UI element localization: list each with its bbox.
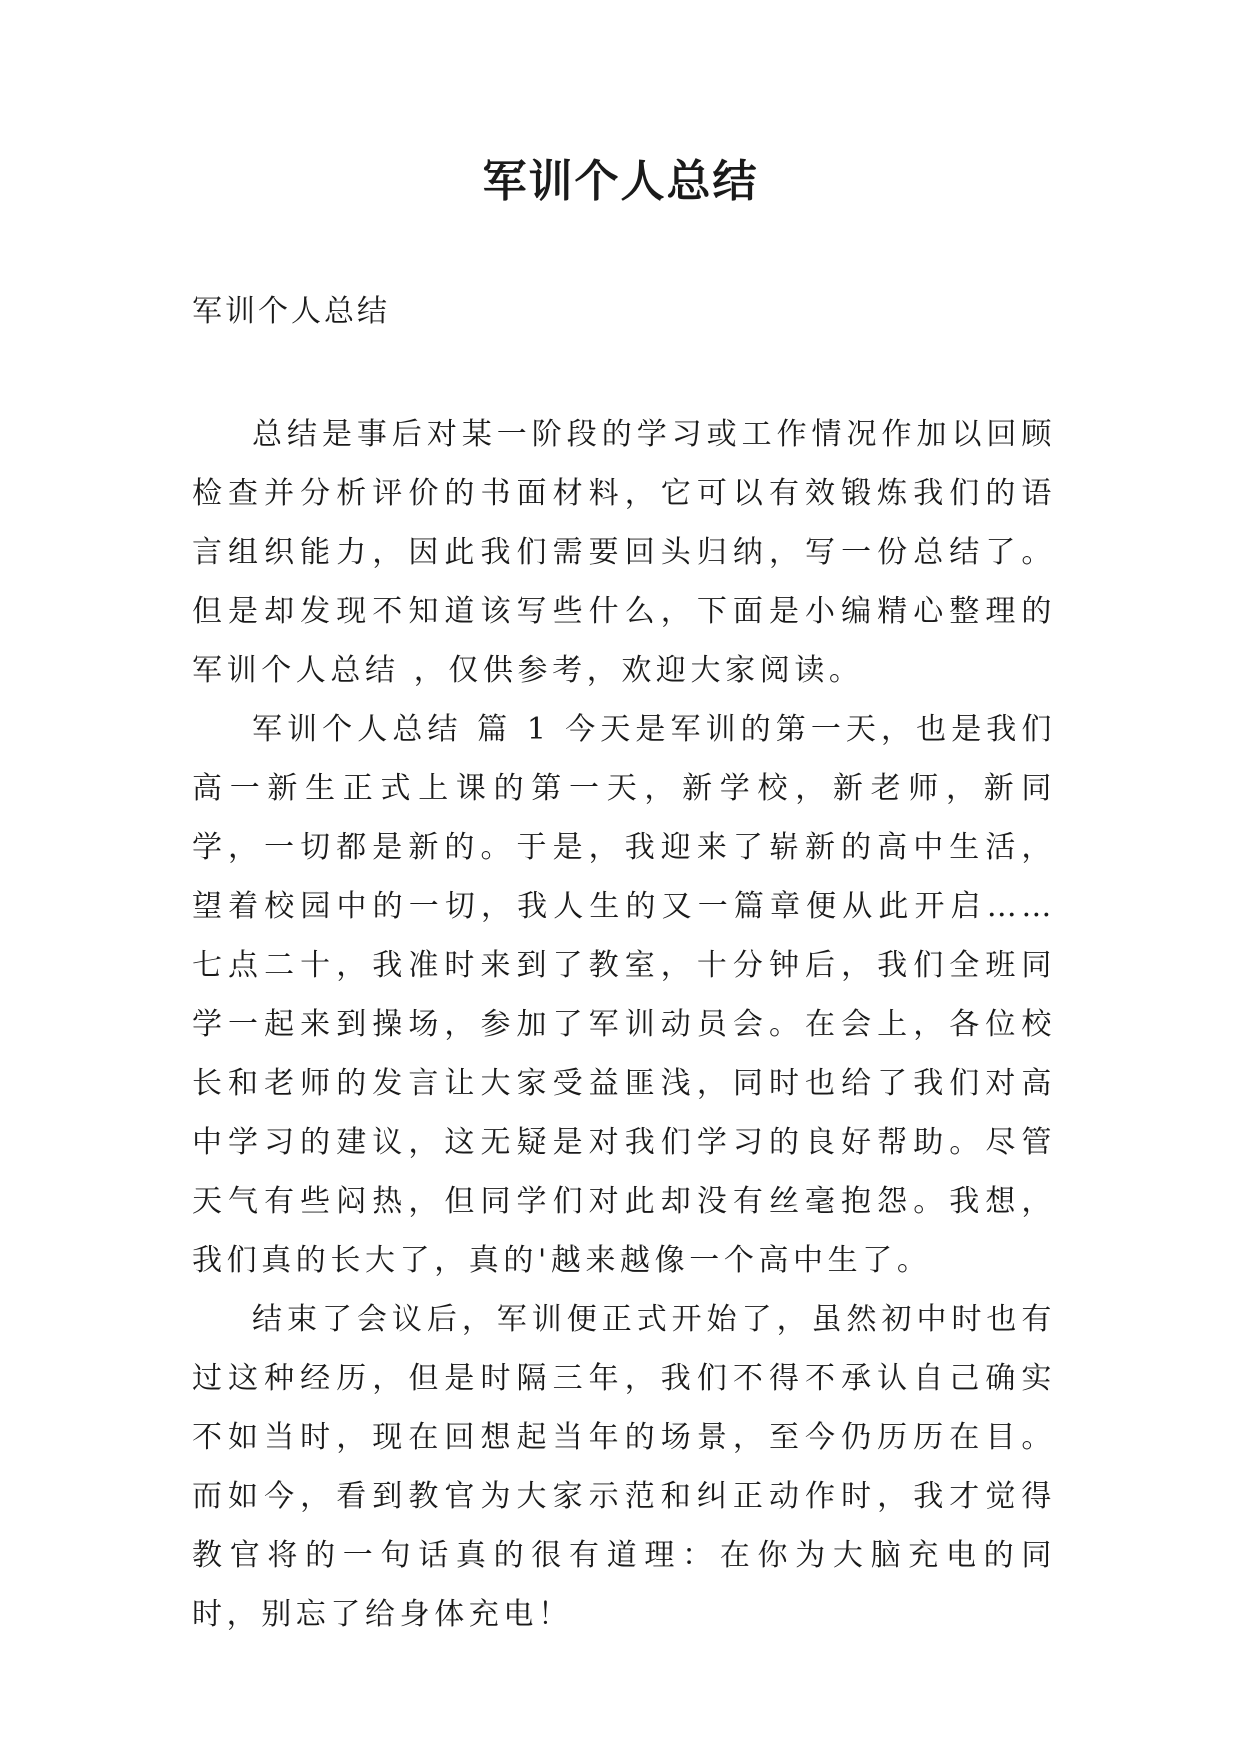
paragraph-part-1: 军训个人总结 篇 1 今天是军训的第一天，也是我们高一新生正式上课的第一天，新学校，新老师，新同学，一切都是新的。于是，我迎来了崭新的高中生活，望着校园中的一切，我人生的又一篇章便从此开启……七点二十，我准时来到了教室，十分钟后，我们全班同学一起来到操场，参加了军训动员会。在会上，各位校长和老师的发言让大家受益匪浅，同时也给了我们对高中学习的建议，这无疑是对我们学习的良好帮助。尽管天气有些闷热，但同学们对此却没有丝毫抱怨。我想，我们真的长大了，真的'越来越像一个高中生了。 (192, 712, 1056, 1278)
document-body (192, 405, 1056, 1644)
paragraph-part-2: 结束了会议后，军训便正式开始了，虽然初中时也有过这种经历，但是时隔三年，我们不得不承认自己确实不如当时，现在回想起当年的场景，至今仍历历在目。而如今，看到教官为大家示范和纠正动作时，我才觉得教官将的一句话真的很有道理：在你为大脑充电的同时，别忘了给身体充电！ (192, 1302, 1056, 1632)
document-subtitle: 军训个人总结 (192, 294, 390, 329)
document-title: 军训个人总结 (482, 156, 759, 207)
paragraph-intro: 总结是事后对某一阶段的学习或工作情况作加以回顾检查并分析评价的书面材料，它可以有效锻炼我们的语言组织能力，因此我们需要回头归纳，写一份总结了。但是却发现不知道该写些什么，下面是小编精心整理的军训个人总结 ，仅供参考，欢迎大家阅读。 (192, 417, 1056, 688)
